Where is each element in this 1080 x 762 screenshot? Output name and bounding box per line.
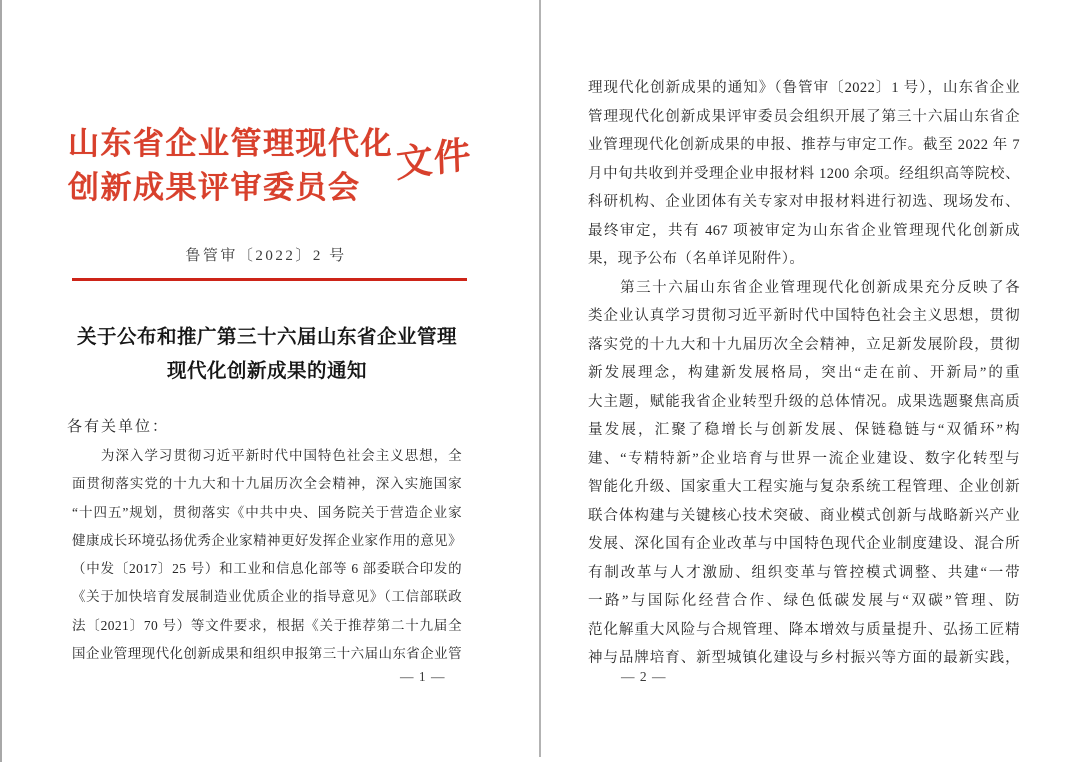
text-line: 大主题，赋能我省企业转型升级的总体情况。成果选题聚焦高质 xyxy=(588,393,1020,410)
page-number-1: — 1 — xyxy=(400,669,446,684)
text-line: 面贯彻落实党的十九大和十九届历次全会精神，深入实施国家 xyxy=(72,476,462,492)
text-line: 落实党的十九大和十九届历次全会精神，立足新发展阶段，贯彻 xyxy=(588,336,1020,353)
text-line: 最终审定，共有 467 项被审定为山东省企业管理现代化创新成 xyxy=(588,222,1020,239)
org-name-line-1: 山东省企业管理现代化 xyxy=(68,126,393,161)
text-line: 建、“专精特新”企业培育与世界一流企业建设、数字化转型与 xyxy=(588,450,1020,467)
text-line: 理现代化创新成果的通知》（鲁管审〔2022〕1 号），山东省企业 xyxy=(588,80,1020,96)
document-page-2 xyxy=(541,0,1080,762)
text-line: 神与品牌培育、新型城镇化建设与乡村振兴等方面的最新实践， xyxy=(588,650,1020,666)
page-1-body-text xyxy=(72,442,462,668)
text-line: 国企业管理现代化创新成果和组织申报第三十六届山东省企业管 xyxy=(72,646,462,662)
doc-number: 鲁管审〔2022〕2 号 xyxy=(185,248,347,264)
document-title-line-2: 现代化创新成果的通知 xyxy=(166,361,367,382)
text-line: 果，现予公布（名单详见附件）。 xyxy=(588,251,805,267)
text-line: 科研机构、企业团体有关专家对申报材料进行初选、现场发布、 xyxy=(588,194,1020,210)
text-line: 法〔2021〕70 号）等文件要求，根据《关于推荐第二十九届全 xyxy=(72,617,462,633)
text-line: “十四五”规划，贯彻落实《中共中央、国务院关于营造企业家 xyxy=(72,504,462,520)
text-line: 发展、深化国有企业改革与中国特色现代企业制度建设、混合所 xyxy=(588,536,1020,552)
text-line: 范化解重大风险与合规管理、降本增效与质量提升、弘扬工匠精 xyxy=(588,621,1020,638)
text-line: 健康成长环境弘扬优秀企业家精神更好发挥企业家作用的意见》 xyxy=(72,532,462,548)
text-line: 联合体构建与关键核心技术突破、商业模式创新与战略新兴产业 xyxy=(588,507,1020,524)
text-line: 为深入学习贯彻习近平新时代中国特色社会主义思想，全 xyxy=(72,448,462,463)
text-line: 《关于加快培育发展制造业优质企业的指导意见》（工信部联政 xyxy=(72,589,462,605)
document-title-line-1: 关于公布和推广第三十六届山东省企业管理 xyxy=(76,327,457,348)
text-line: 管理现代化创新成果评审委员会组织开展了第三十六届山东省企 xyxy=(588,108,1020,125)
doc-type-label: 文件 xyxy=(395,134,473,187)
text-line: 第三十六届山东省企业管理现代化创新成果充分反映了各 xyxy=(588,279,1020,296)
text-line: 月中旬共收到并受理企业申报材料 1200 余项。经组织高等院校、 xyxy=(588,165,1020,182)
page-number-2: — 2 — xyxy=(621,669,667,684)
document-page-1 xyxy=(0,0,539,762)
issuing-org-name xyxy=(68,122,408,210)
text-line: 类企业认真学习贯彻习近平新时代中国特色社会主义思想，贯彻 xyxy=(588,308,1020,324)
text-line: 智能化升级、国家重大工程实施与复杂系统工程管理、企业创新 xyxy=(588,479,1020,495)
org-name-line-2: 创新成果评审委员会 xyxy=(68,170,361,205)
document-title xyxy=(72,321,462,389)
text-line: 有制改革与人才激励、组织变革与管控模式调整、共建“一带 xyxy=(588,564,1020,581)
text-line: （中发〔2017〕25 号）和工业和信息化部等 6 部委联合印发的 xyxy=(72,561,462,577)
text-line: 业管理现代化创新成果的申报、推荐与审定工作。截至 2022 年 7 xyxy=(588,137,1020,153)
text-line: 一路”与国际化经营合作、绿色低碳发展与“双碳”管理、防 xyxy=(588,593,1020,609)
red-header-rule xyxy=(72,278,467,281)
text-line: 新发展理念，构建新发展格局，突出“走在前、开新局”的重 xyxy=(588,365,1020,381)
page-2-body-text xyxy=(588,74,1020,673)
salutation: 各有关单位： xyxy=(67,419,170,435)
text-line: 量发展，汇聚了稳增长与创新发展、保链稳链与“双循环”构 xyxy=(588,422,1020,438)
